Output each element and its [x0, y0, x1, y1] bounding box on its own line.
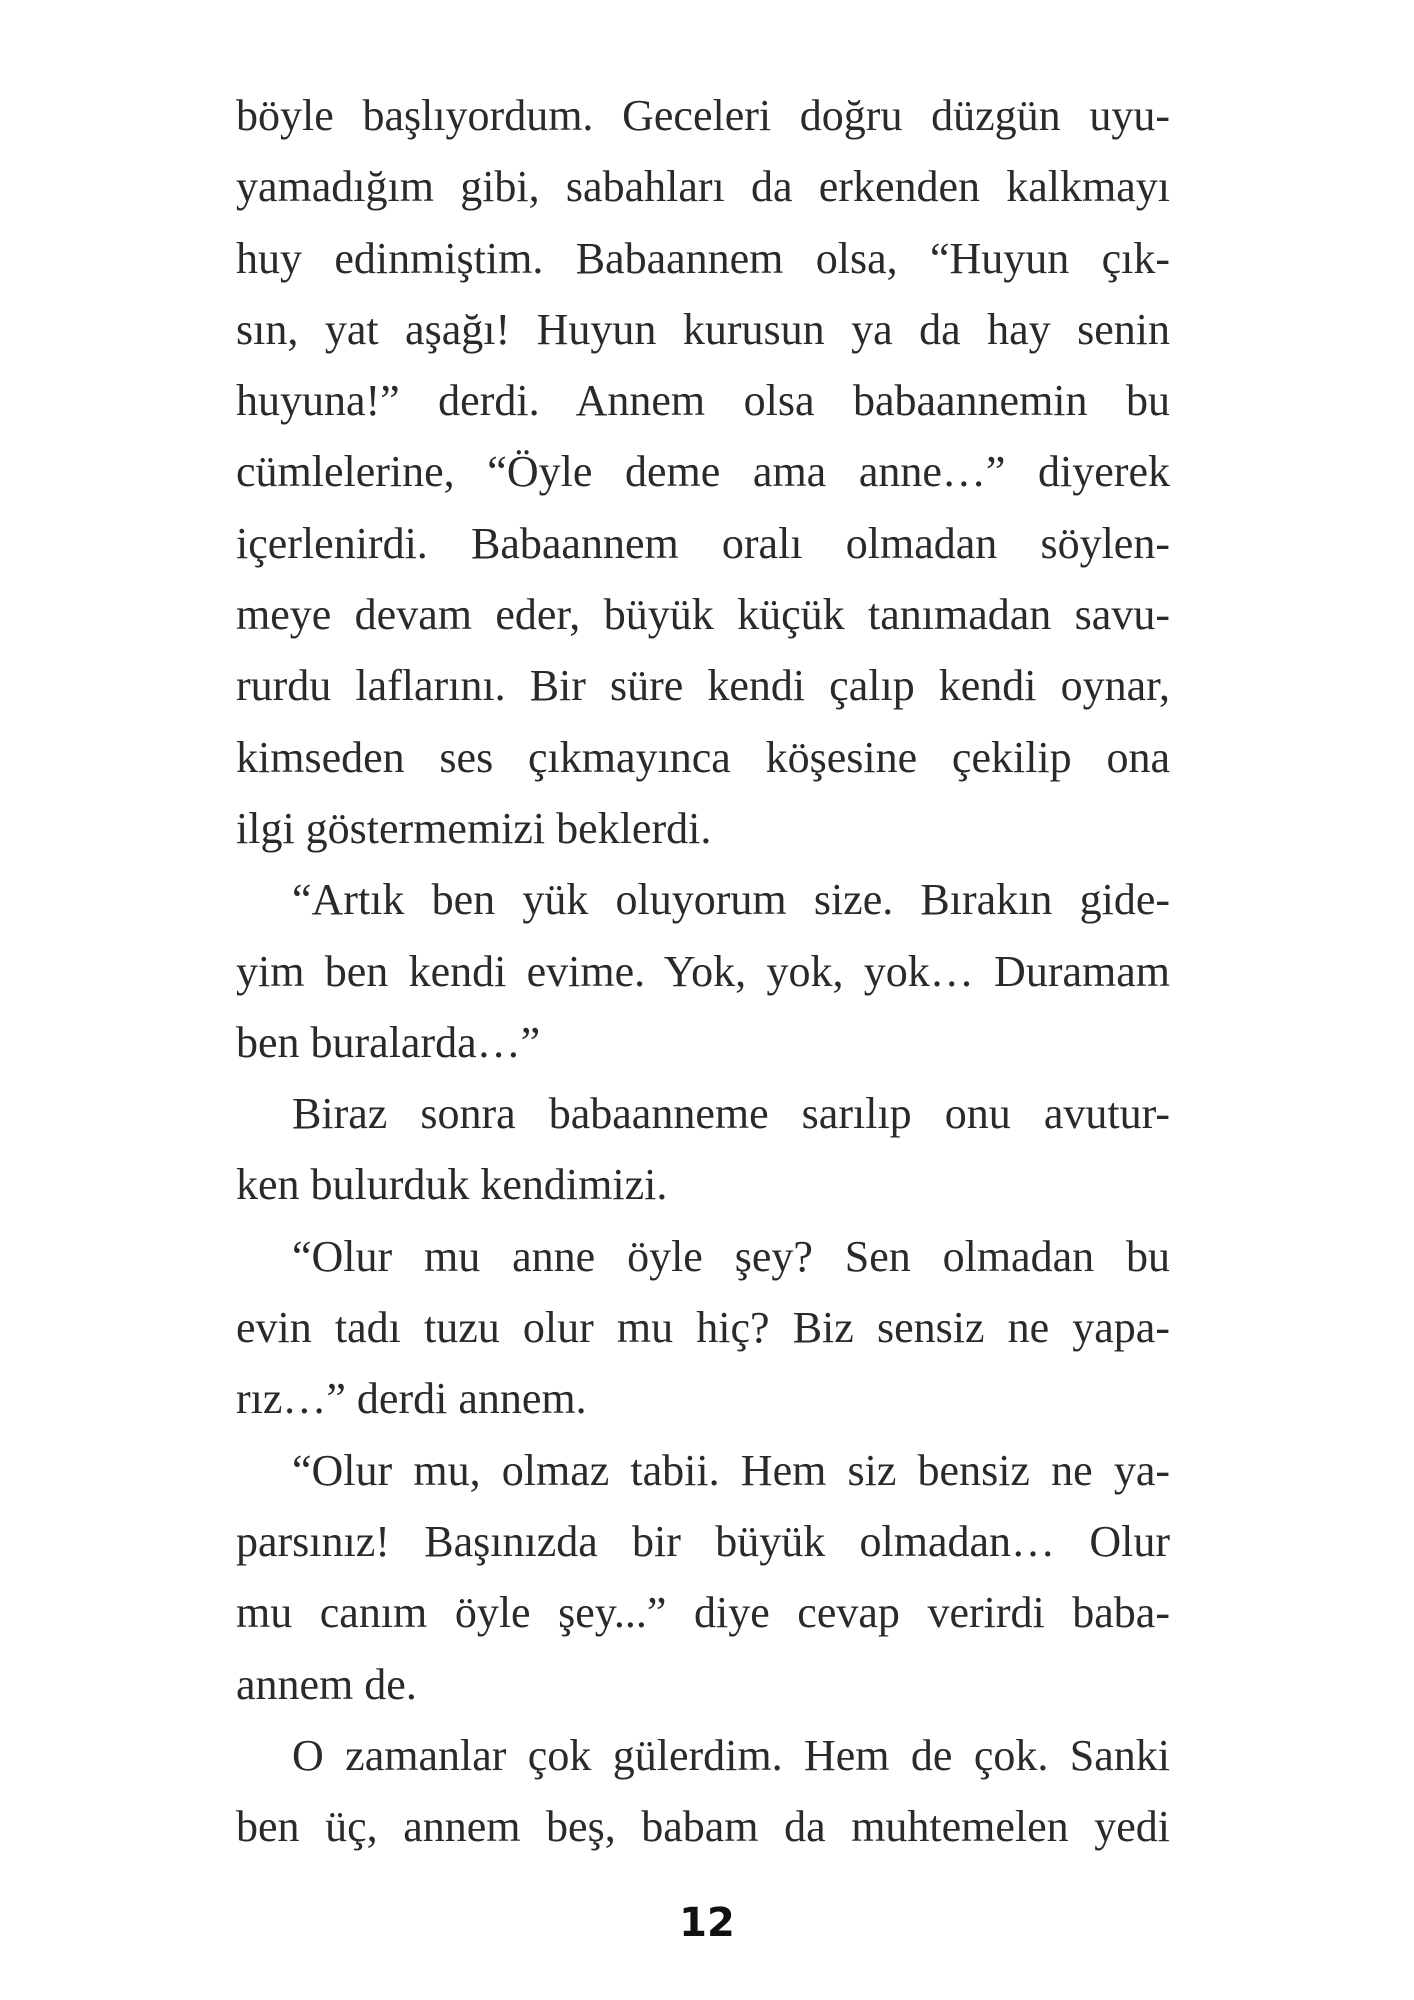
text-line: meye devam eder, büyük küçük tanımadan savu-	[236, 590, 1170, 640]
text-line: ben üç, annem beş, babam da muhtemelen yedi	[236, 1802, 1170, 1852]
text-line: Biraz sonra babaanneme sarılıp onu avutur-	[292, 1089, 1170, 1139]
page-number: 12	[679, 1900, 735, 1946]
text-line: “Olur mu anne öyle şey? Sen olmadan bu	[292, 1231, 1170, 1281]
text-line: O zamanlar çok gülerdim. Hem de çok. Sanki	[292, 1730, 1170, 1780]
text-line: huy edinmiştim. Babaannem olsa, “Huyun çık-	[236, 233, 1170, 283]
text-line: ben buralarda…”	[236, 1017, 541, 1067]
text-line: huyuna!” derdi. Annem olsa babaannemin bu	[236, 376, 1170, 426]
paragraph	[236, 1435, 1170, 1720]
text-line: yamadığım gibi, sabahları da erkenden kalkmayı	[236, 162, 1170, 212]
text-line: ken bulurduk kendimizi.	[236, 1160, 668, 1210]
text-line: cümlelerine, “Öyle deme ama anne…” diyerek	[236, 447, 1170, 497]
paragraph	[236, 1078, 1170, 1221]
text-line: yim ben kendi evime. Yok, yok, yok… Duramam	[236, 946, 1170, 996]
body-text	[236, 80, 1170, 1862]
text-line: ilgi göstermemizi beklerdi.	[236, 803, 712, 853]
text-line: rurdu laflarını. Bir süre kendi çalıp kendi oynar,	[236, 661, 1170, 711]
text-line: kimseden ses çıkmayınca köşesine çekilip ona	[236, 732, 1170, 782]
text-line: rız…” derdi annem.	[236, 1374, 587, 1424]
text-line: “Artık ben yük oluyorum size. Bırakın gide-	[292, 875, 1170, 925]
text-line: evin tadı tuzu olur mu hiç? Biz sensiz ne yapa-	[236, 1303, 1170, 1353]
paragraph	[236, 1221, 1170, 1435]
text-line: “Olur mu, olmaz tabii. Hem siz bensiz ne ya-	[292, 1445, 1170, 1495]
paragraph	[236, 1720, 1170, 1863]
text-line: böyle başlıyordum. Geceleri doğru düzgün uyu-	[236, 91, 1170, 140]
paragraph	[236, 80, 1170, 864]
text-line: mu canım öyle şey...” diye cevap verirdi baba-	[236, 1588, 1170, 1638]
paragraph	[236, 864, 1170, 1078]
text-line: sın, yat aşağı! Huyun kurusun ya da hay senin	[236, 304, 1170, 354]
text-line: annem de.	[236, 1659, 417, 1709]
text-line: parsınız! Başınızda bir büyük olmadan… Olur	[236, 1516, 1170, 1566]
text-line: içerlenirdi. Babaannem oralı olmadan söylen-	[236, 518, 1170, 568]
